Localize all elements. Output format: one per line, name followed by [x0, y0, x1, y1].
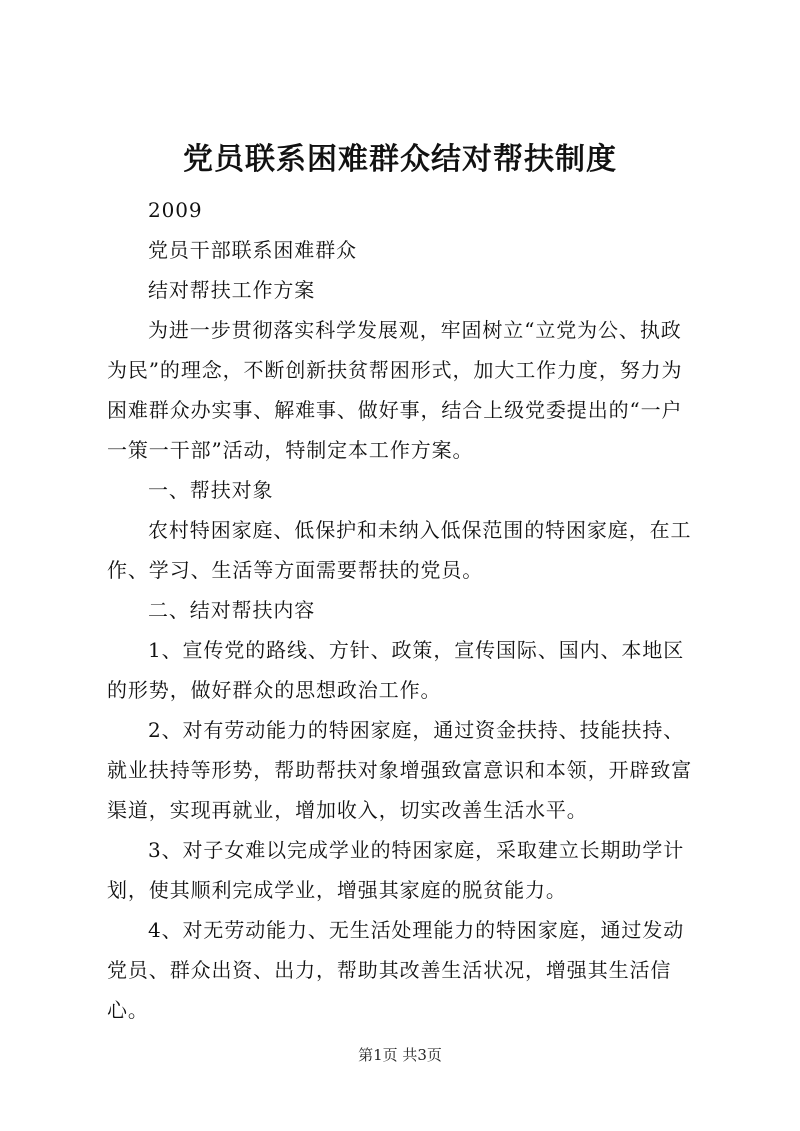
subtitle-line-2: 结对帮扶工作方案 — [148, 278, 316, 302]
content-item-2: 2、对有劳动能力的特困家庭，通过资金扶持、技能扶持、就业扶持等形势，帮助帮扶对象增强致富意识和本领，开辟致富渠道，实现再就业，增加收入，切实改善生活水平。 — [107, 718, 693, 822]
content-item-3: 3、对子女难以完成学业的特困家庭，采取建立长期助学计划，使其顺利完成学业，增强其家庭的脱贫能力。 — [107, 838, 685, 902]
section-heading-2: 二、结对帮扶内容 — [148, 598, 316, 622]
content-item-4: 4、对无劳动能力、无生活处理能力的特困家庭，通过发动党员、群众出资、出力，帮助其改善生活状况，增强其生活信心。 — [107, 918, 685, 1022]
intro-paragraph: 为进一步贯彻落实科学发展观，牢固树立“立党为公、执政为民”的理念，不断创新扶贫帮困形式，加大工作力度，努力为困难群众办实事、解难事、做好事，结合上级党委提出的“一户一策一干部”活动，特制定本工作方案。 — [107, 318, 683, 462]
document-title: 党员联系困难群众结对帮扶制度 — [183, 142, 617, 177]
page-number-footer: 第1页 共3页 — [358, 1046, 442, 1064]
year-line: 2009 — [148, 198, 203, 222]
section-heading-1: 一、帮扶对象 — [148, 478, 274, 502]
content-item-1: 1、宣传党的路线、方针、政策，宣传国际、国内、本地区的形势，做好群众的思想政治工作。 — [107, 638, 685, 702]
subtitle-line-1: 党员干部联系困难群众 — [148, 238, 357, 262]
document-body — [107, 190, 699, 1030]
section-paragraph-1: 农村特困家庭、低保护和未纳入低保范围的特困家庭，在工作、学习、生活等方面需要帮扶的党员。 — [107, 518, 692, 582]
